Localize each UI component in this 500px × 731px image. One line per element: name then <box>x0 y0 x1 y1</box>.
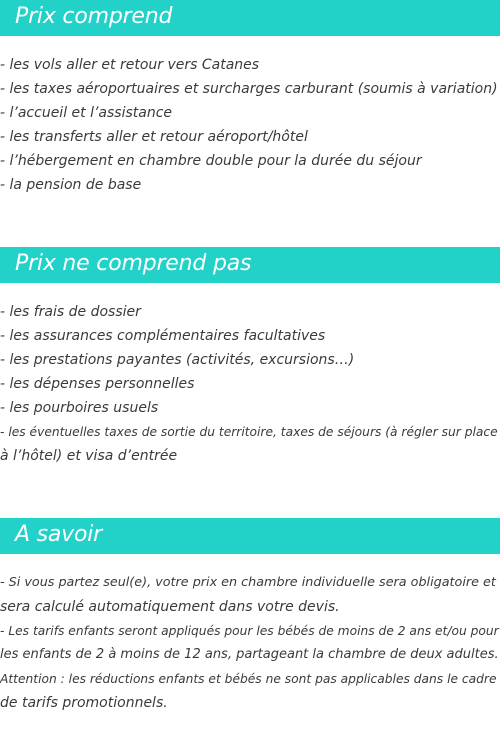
section-header-prix-comprend <box>0 0 500 36</box>
list-item: sera calculé automatiquement dans votre devis. <box>0 599 340 615</box>
section-title: A savoir <box>15 522 103 547</box>
list-item: - les taxes aéroportuaires et surcharges carburant (soumis à variation) <box>0 81 498 97</box>
excluded-list <box>0 300 500 468</box>
list-item: Attention : les réductions enfants et bébés ne sont pas applicables dans le cadre <box>0 672 497 686</box>
list-item: - Si vous partez seul(e), votre prix en chambre individuelle sera obligatoire et <box>0 575 496 590</box>
list-item: de tarifs promotionnels. <box>0 695 168 711</box>
section-header-a-savoir <box>0 518 500 554</box>
list-item: - les éventuelles taxes de sortie du territoire, taxes de séjours (à régler sur place <box>0 425 498 439</box>
info-list <box>0 571 500 715</box>
list-item: - l’hébergement en chambre double pour la durée du séjour <box>0 153 422 169</box>
list-item: à l’hôtel) et visa d’entrée <box>0 448 178 464</box>
section-title: Prix ne comprend pas <box>15 251 252 276</box>
section-header-prix-ne-comprend-pas <box>0 247 500 283</box>
list-item: - les pourboires usuels <box>0 400 159 416</box>
included-list <box>0 53 500 197</box>
list-item: - les transferts aller et retour aéroport/hôtel <box>0 129 308 145</box>
list-item: - les frais de dossier <box>0 304 141 320</box>
list-item: les enfants de 2 à moins de 12 ans, partageant la chambre de deux adultes. <box>0 647 499 662</box>
list-item: - les vols aller et retour vers Catanes <box>0 57 260 73</box>
list-item: - la pension de base <box>0 177 142 193</box>
list-item: - Les tarifs enfants seront appliqués pour les bébés de moins de 2 ans et/ou pour <box>0 624 499 638</box>
list-item: - les dépenses personnelles <box>0 376 195 392</box>
list-item: - l’accueil et l’assistance <box>0 105 173 121</box>
section-title: Prix comprend <box>15 4 173 29</box>
list-item: - les prestations payantes (activités, excursions…) <box>0 352 355 368</box>
list-item: - les assurances complémentaires facultatives <box>0 328 326 344</box>
